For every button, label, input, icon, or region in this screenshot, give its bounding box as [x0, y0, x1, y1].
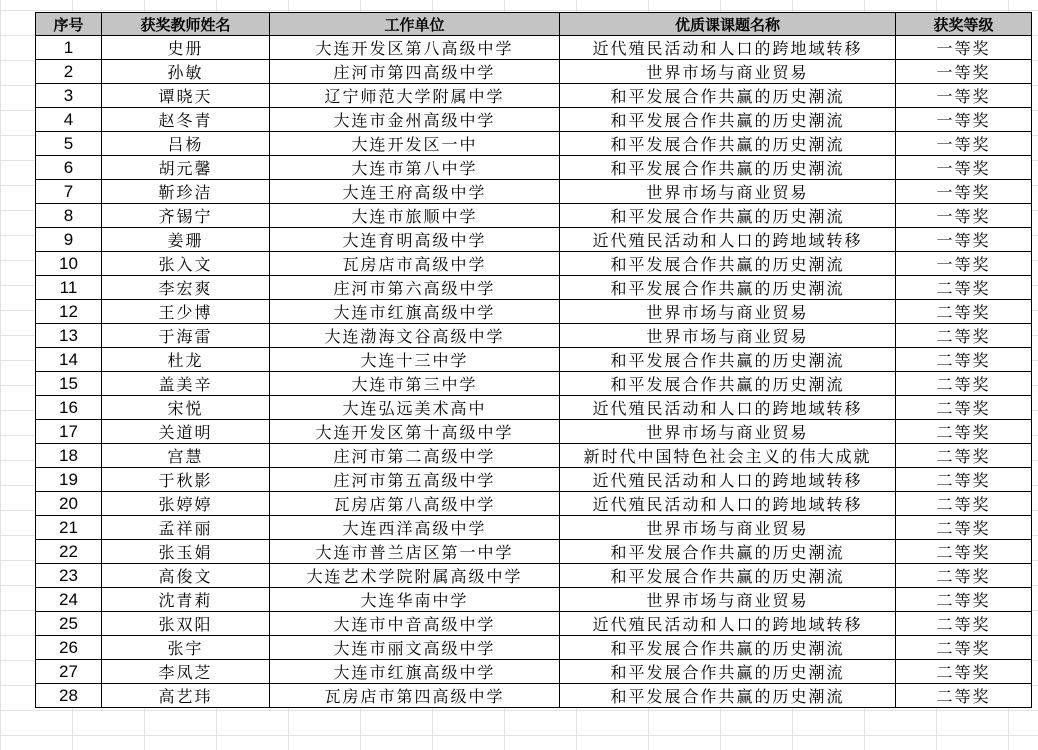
- cell-serial-number[interactable]: 5: [36, 132, 102, 156]
- table-row: [36, 420, 1032, 444]
- cell-teacher-name[interactable]: 吕杨: [102, 132, 270, 156]
- cell-work-unit[interactable]: 大连王府高级中学: [270, 180, 560, 204]
- cell-serial-number[interactable]: 19: [36, 468, 102, 492]
- cell-teacher-name[interactable]: 谭晓天: [102, 84, 270, 108]
- cell-lesson-topic[interactable]: 世界市场与商业贸易: [560, 588, 896, 612]
- cell-award-level[interactable]: 二等奖: [896, 612, 1032, 636]
- cell-lesson-topic[interactable]: 和平发展合作共赢的历史潮流: [560, 276, 896, 300]
- cell-award-level[interactable]: 二等奖: [896, 300, 1032, 324]
- cell-lesson-topic[interactable]: 世界市场与商业贸易: [560, 516, 896, 540]
- cell-teacher-name[interactable]: 姜珊: [102, 228, 270, 252]
- cell-serial-number[interactable]: 4: [36, 108, 102, 132]
- cell-work-unit[interactable]: 大连市中音高级中学: [270, 612, 560, 636]
- table-row: [36, 36, 1032, 60]
- table-row: [36, 108, 1032, 132]
- cell-serial-number[interactable]: 26: [36, 636, 102, 660]
- cell-work-unit[interactable]: 庄河市第四高级中学: [270, 60, 560, 84]
- cell-lesson-topic[interactable]: 和平发展合作共赢的历史潮流: [560, 84, 896, 108]
- cell-lesson-topic[interactable]: 近代殖民活动和人口的跨地域转移: [560, 492, 896, 516]
- cell-teacher-name[interactable]: 李宏爽: [102, 276, 270, 300]
- table-row: [36, 180, 1032, 204]
- table-row: [36, 396, 1032, 420]
- cell-teacher-name[interactable]: 胡元馨: [102, 156, 270, 180]
- cell-work-unit[interactable]: 庄河市第二高级中学: [270, 444, 560, 468]
- table-row: [36, 372, 1032, 396]
- table-row: [36, 204, 1032, 228]
- cell-award-level[interactable]: 二等奖: [896, 444, 1032, 468]
- table-row: [36, 444, 1032, 468]
- cell-lesson-topic[interactable]: 世界市场与商业贸易: [560, 180, 896, 204]
- cell-award-level[interactable]: 二等奖: [896, 276, 1032, 300]
- cell-serial-number[interactable]: 27: [36, 660, 102, 684]
- cell-teacher-name[interactable]: 张双阳: [102, 612, 270, 636]
- cell-serial-number[interactable]: 17: [36, 420, 102, 444]
- cell-serial-number[interactable]: 3: [36, 84, 102, 108]
- cell-work-unit[interactable]: 大连市旅顺中学: [270, 204, 560, 228]
- cell-teacher-name[interactable]: 于秋影: [102, 468, 270, 492]
- cell-award-level[interactable]: 一等奖: [896, 156, 1032, 180]
- cell-work-unit[interactable]: 大连开发区第十高级中学: [270, 420, 560, 444]
- table-row: [36, 564, 1032, 588]
- cell-teacher-name[interactable]: 高艺玮: [102, 684, 270, 708]
- cell-award-level[interactable]: 二等奖: [896, 468, 1032, 492]
- cell-lesson-topic[interactable]: 和平发展合作共赢的历史潮流: [560, 348, 896, 372]
- cell-work-unit[interactable]: 大连市第三中学: [270, 372, 560, 396]
- cell-serial-number[interactable]: 21: [36, 516, 102, 540]
- cell-teacher-name[interactable]: 沈青莉: [102, 588, 270, 612]
- cell-serial-number[interactable]: 7: [36, 180, 102, 204]
- header-lesson-topic[interactable]: 优质课课题名称: [560, 13, 896, 36]
- table-row: [36, 156, 1032, 180]
- cell-award-level[interactable]: 二等奖: [896, 516, 1032, 540]
- cell-work-unit[interactable]: 瓦房店第八高级中学: [270, 492, 560, 516]
- cell-work-unit[interactable]: 大连艺术学院附属高级中学: [270, 564, 560, 588]
- cell-award-level[interactable]: 一等奖: [896, 252, 1032, 276]
- table-row: [36, 84, 1032, 108]
- cell-award-level[interactable]: 二等奖: [896, 372, 1032, 396]
- cell-teacher-name[interactable]: 张玉娟: [102, 540, 270, 564]
- cell-serial-number[interactable]: 14: [36, 348, 102, 372]
- cell-award-level[interactable]: 二等奖: [896, 684, 1032, 708]
- cell-teacher-name[interactable]: 杜龙: [102, 348, 270, 372]
- cell-teacher-name[interactable]: 齐锡宁: [102, 204, 270, 228]
- cell-serial-number[interactable]: 22: [36, 540, 102, 564]
- cell-award-level[interactable]: 一等奖: [896, 228, 1032, 252]
- cell-work-unit[interactable]: 大连市普兰店区第一中学: [270, 540, 560, 564]
- cell-work-unit[interactable]: 大连渤海文谷高级中学: [270, 324, 560, 348]
- cell-award-level[interactable]: 一等奖: [896, 204, 1032, 228]
- table-row: [36, 516, 1032, 540]
- cell-serial-number[interactable]: 28: [36, 684, 102, 708]
- cell-serial-number[interactable]: 20: [36, 492, 102, 516]
- cell-award-level[interactable]: 二等奖: [896, 564, 1032, 588]
- cell-work-unit[interactable]: 大连市红旗高级中学: [270, 660, 560, 684]
- cell-lesson-topic[interactable]: 世界市场与商业贸易: [560, 324, 896, 348]
- header-teacher-name[interactable]: 获奖教师姓名: [102, 13, 270, 36]
- cell-teacher-name[interactable]: 宋悦: [102, 396, 270, 420]
- cell-serial-number[interactable]: 9: [36, 228, 102, 252]
- cell-work-unit[interactable]: 大连西洋高级中学: [270, 516, 560, 540]
- cell-teacher-name[interactable]: 关道明: [102, 420, 270, 444]
- table-row: [36, 588, 1032, 612]
- cell-work-unit[interactable]: 大连十三中学: [270, 348, 560, 372]
- table-row: [36, 348, 1032, 372]
- cell-teacher-name[interactable]: 宫慧: [102, 444, 270, 468]
- cell-award-level[interactable]: 一等奖: [896, 132, 1032, 156]
- table-row: [36, 612, 1032, 636]
- table-row: [36, 276, 1032, 300]
- cell-lesson-topic[interactable]: 和平发展合作共赢的历史潮流: [560, 684, 896, 708]
- header-award-level[interactable]: 获奖等级: [896, 13, 1032, 36]
- cell-work-unit[interactable]: 大连市金州高级中学: [270, 108, 560, 132]
- table-header: [36, 13, 1032, 36]
- cell-lesson-topic[interactable]: 近代殖民活动和人口的跨地域转移: [560, 468, 896, 492]
- cell-lesson-topic[interactable]: 和平发展合作共赢的历史潮流: [560, 108, 896, 132]
- cell-lesson-topic[interactable]: 和平发展合作共赢的历史潮流: [560, 156, 896, 180]
- table-row: [36, 324, 1032, 348]
- header-serial-number[interactable]: 序号: [36, 13, 102, 36]
- table-row: [36, 660, 1032, 684]
- cell-lesson-topic[interactable]: 和平发展合作共赢的历史潮流: [560, 660, 896, 684]
- cell-serial-number[interactable]: 10: [36, 252, 102, 276]
- cell-serial-number[interactable]: 23: [36, 564, 102, 588]
- cell-work-unit[interactable]: 大连市红旗高级中学: [270, 300, 560, 324]
- cell-serial-number[interactable]: 13: [36, 324, 102, 348]
- cell-lesson-topic[interactable]: 近代殖民活动和人口的跨地域转移: [560, 396, 896, 420]
- cell-serial-number[interactable]: 1: [36, 36, 102, 60]
- table-row: [36, 540, 1032, 564]
- cell-award-level[interactable]: 二等奖: [896, 588, 1032, 612]
- cell-lesson-topic[interactable]: 和平发展合作共赢的历史潮流: [560, 540, 896, 564]
- table-row: [36, 60, 1032, 84]
- cell-teacher-name[interactable]: 李凤芝: [102, 660, 270, 684]
- cell-teacher-name[interactable]: 于海雷: [102, 324, 270, 348]
- cell-teacher-name[interactable]: 高俊文: [102, 564, 270, 588]
- cell-award-level[interactable]: 一等奖: [896, 84, 1032, 108]
- cell-lesson-topic[interactable]: 和平发展合作共赢的历史潮流: [560, 636, 896, 660]
- cell-serial-number[interactable]: 15: [36, 372, 102, 396]
- header-row: [36, 13, 1032, 36]
- cell-lesson-topic[interactable]: 近代殖民活动和人口的跨地域转移: [560, 612, 896, 636]
- cell-serial-number[interactable]: 16: [36, 396, 102, 420]
- cell-lesson-topic[interactable]: 近代殖民活动和人口的跨地域转移: [560, 228, 896, 252]
- cell-work-unit[interactable]: 辽宁师范大学附属中学: [270, 84, 560, 108]
- cell-teacher-name[interactable]: 张宇: [102, 636, 270, 660]
- cell-work-unit[interactable]: 瓦房店市第四高级中学: [270, 684, 560, 708]
- cell-lesson-topic[interactable]: 和平发展合作共赢的历史潮流: [560, 564, 896, 588]
- table-row: [36, 300, 1032, 324]
- cell-work-unit[interactable]: 大连弘远美术高中: [270, 396, 560, 420]
- cell-award-level[interactable]: 二等奖: [896, 492, 1032, 516]
- cell-work-unit[interactable]: 庄河市第六高级中学: [270, 276, 560, 300]
- cell-teacher-name[interactable]: 王少博: [102, 300, 270, 324]
- cell-serial-number[interactable]: 6: [36, 156, 102, 180]
- awards-table: [35, 12, 1032, 708]
- cell-work-unit[interactable]: 瓦房店市高级中学: [270, 252, 560, 276]
- cell-work-unit[interactable]: 大连华南中学: [270, 588, 560, 612]
- cell-award-level[interactable]: 一等奖: [896, 36, 1032, 60]
- cell-award-level[interactable]: 二等奖: [896, 396, 1032, 420]
- cell-work-unit[interactable]: 大连开发区第八高级中学: [270, 36, 560, 60]
- cell-serial-number[interactable]: 12: [36, 300, 102, 324]
- cell-award-level[interactable]: 二等奖: [896, 348, 1032, 372]
- cell-serial-number[interactable]: 8: [36, 204, 102, 228]
- cell-lesson-topic[interactable]: 和平发展合作共赢的历史潮流: [560, 372, 896, 396]
- table-row: [36, 492, 1032, 516]
- cell-award-level[interactable]: 二等奖: [896, 324, 1032, 348]
- cell-work-unit[interactable]: 庄河市第五高级中学: [270, 468, 560, 492]
- cell-award-level[interactable]: 一等奖: [896, 60, 1032, 84]
- header-work-unit[interactable]: 工作单位: [270, 13, 560, 36]
- cell-serial-number[interactable]: 25: [36, 612, 102, 636]
- cell-teacher-name[interactable]: 张婷婷: [102, 492, 270, 516]
- cell-serial-number[interactable]: 18: [36, 444, 102, 468]
- cell-teacher-name[interactable]: 史册: [102, 36, 270, 60]
- cell-work-unit[interactable]: 大连育明高级中学: [270, 228, 560, 252]
- cell-award-level[interactable]: 二等奖: [896, 660, 1032, 684]
- cell-award-level[interactable]: 二等奖: [896, 420, 1032, 444]
- cell-lesson-topic[interactable]: 和平发展合作共赢的历史潮流: [560, 252, 896, 276]
- cell-award-level[interactable]: 二等奖: [896, 540, 1032, 564]
- cell-lesson-topic[interactable]: 新时代中国特色社会主义的伟大成就: [560, 444, 896, 468]
- cell-award-level[interactable]: 一等奖: [896, 108, 1032, 132]
- table-row: [36, 468, 1032, 492]
- cell-lesson-topic[interactable]: 世界市场与商业贸易: [560, 60, 896, 84]
- cell-work-unit[interactable]: 大连市第八中学: [270, 156, 560, 180]
- cell-teacher-name[interactable]: 赵冬青: [102, 108, 270, 132]
- table-row: [36, 228, 1032, 252]
- cell-award-level[interactable]: 一等奖: [896, 180, 1032, 204]
- cell-serial-number[interactable]: 24: [36, 588, 102, 612]
- table-row: [36, 132, 1032, 156]
- cell-lesson-topic[interactable]: 和平发展合作共赢的历史潮流: [560, 204, 896, 228]
- table-row: [36, 252, 1032, 276]
- table-body: [36, 36, 1032, 708]
- cell-serial-number[interactable]: 2: [36, 60, 102, 84]
- cell-lesson-topic[interactable]: 世界市场与商业贸易: [560, 420, 896, 444]
- table-row: [36, 636, 1032, 660]
- cell-lesson-topic[interactable]: 和平发展合作共赢的历史潮流: [560, 132, 896, 156]
- cell-lesson-topic[interactable]: 世界市场与商业贸易: [560, 300, 896, 324]
- table-row: [36, 684, 1032, 708]
- cell-work-unit[interactable]: 大连开发区一中: [270, 132, 560, 156]
- cell-teacher-name[interactable]: 孙敏: [102, 60, 270, 84]
- cell-lesson-topic[interactable]: 近代殖民活动和人口的跨地域转移: [560, 36, 896, 60]
- cell-teacher-name[interactable]: 张入文: [102, 252, 270, 276]
- cell-teacher-name[interactable]: 孟祥丽: [102, 516, 270, 540]
- cell-teacher-name[interactable]: 靳珍洁: [102, 180, 270, 204]
- cell-serial-number[interactable]: 11: [36, 276, 102, 300]
- cell-award-level[interactable]: 二等奖: [896, 636, 1032, 660]
- cell-work-unit[interactable]: 大连市丽文高级中学: [270, 636, 560, 660]
- cell-teacher-name[interactable]: 盖美辛: [102, 372, 270, 396]
